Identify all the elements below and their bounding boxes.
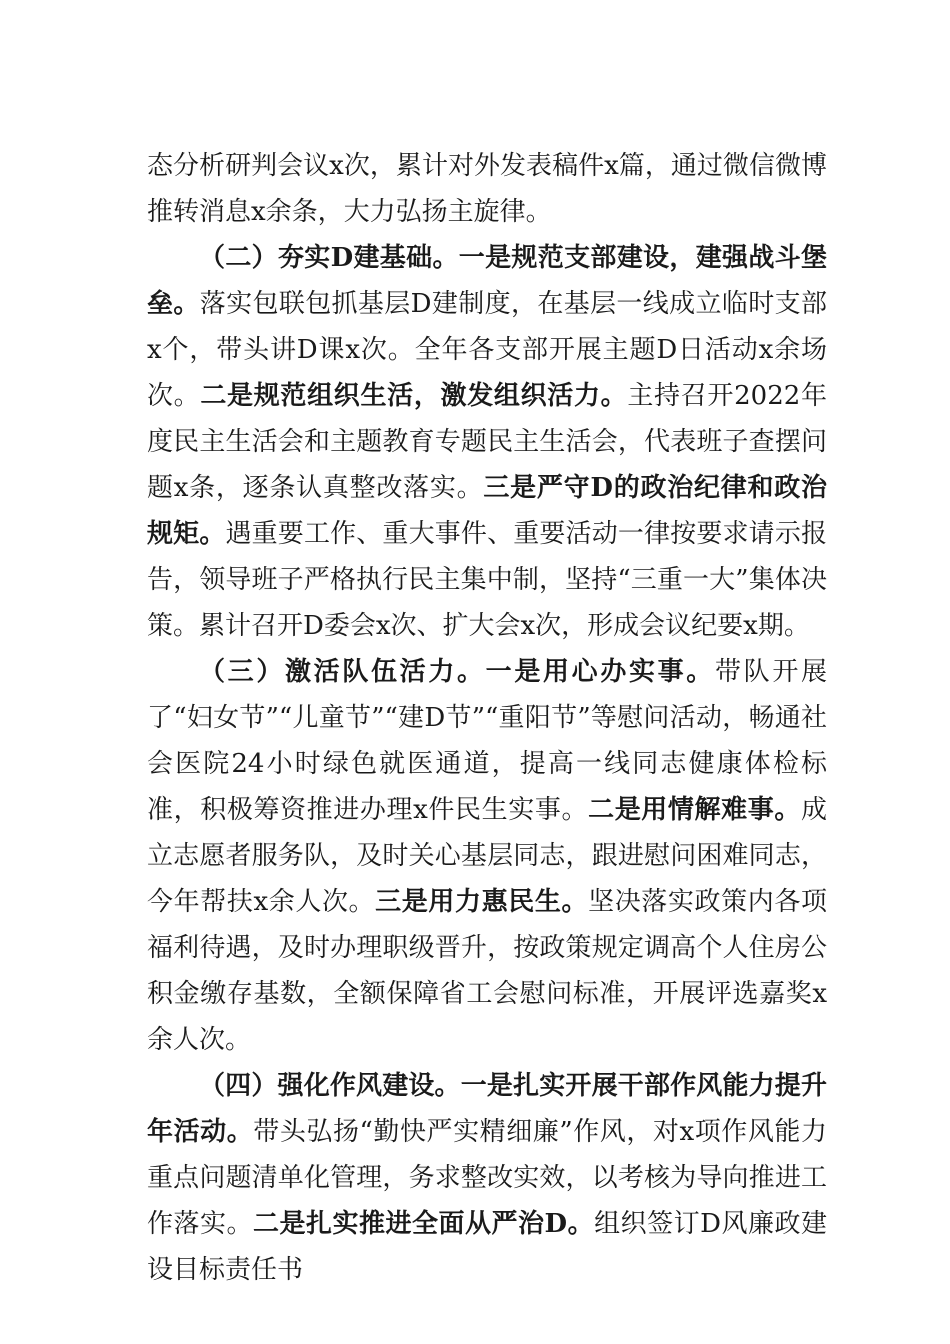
paragraph-section-3 — [147, 649, 827, 1063]
subheading: 三是用力惠民生。 — [375, 887, 589, 917]
paragraph-text: 带队开展了“妇女节”“儿童节”“建D节”“重阳节”等慰问活动，畅通社会医院24小时绿色就医通道，提高一线同志健康体检标准，积极筹资推进办理x件民生实事。 — [147, 657, 827, 825]
paragraph-text: 落实包联包抓基层D建制度，在基层一线成立临时支部x个，带头讲D课x次。全年各支部开展主题D日活动x余场次。 — [147, 289, 827, 411]
paragraph-section-4 — [147, 1063, 827, 1293]
paragraph-text: 带头弘扬“勤快严实精细廉”作风，对x项作风能力重点问题清单化管理，务求整改实效，以考核为导向推进工作落实。 — [147, 1117, 827, 1239]
subheading: 二是扎实推进全面从严治D。 — [253, 1209, 595, 1239]
section-heading: （三）激活队伍活力。一是用心办实事。 — [199, 657, 715, 687]
section-heading: （四）强化作风建设。一是扎实开展干部作风能力提升年活动。 — [147, 1071, 827, 1147]
paragraph-text: 遇重要工作、重大事件、重要活动一律按要求请示报告，领导班子严格执行民主集中制，坚持“三重一大”集体决策。累计召开D委会x次、扩大会x次，形成会议纪要x期。 — [147, 519, 827, 641]
paragraph-section-2 — [147, 235, 827, 649]
paragraph-text: 成立志愿者服务队，及时关心基层同志，跟进慰问困难同志，今年帮扶x余人次。 — [147, 795, 827, 917]
subheading: 二是规范组织生活，激发组织活力。 — [200, 381, 628, 411]
subheading: 三是严守D的政治纪律和政治规矩。 — [147, 473, 827, 549]
paragraph-text: 组织签订D风廉政建设目标责任书 — [147, 1209, 827, 1285]
subheading: 二是用情解难事。 — [588, 795, 801, 825]
paragraph-text: 态分析研判会议x次，累计对外发表稿件x篇，通过微信微博推转消息x余条，大力弘扬主旋律。 — [147, 151, 827, 227]
section-heading: （二）夯实D建基础。一是规范支部建设，建强战斗堡垒。 — [147, 243, 827, 319]
paragraph-text: 坚决落实政策内各项福利待遇，及时办理职级晋升，按政策规定调高个人住房公积金缴存基数，全额保障省工会慰问标准，开展评选嘉奖x余人次。 — [147, 887, 827, 1055]
document-body — [147, 143, 827, 1293]
paragraph-intro — [147, 143, 827, 235]
paragraph-text: 主持召开2022年度民主生活会和主题教育专题民主生活会，代表班子查摆问题x条，逐条认真整改落实。 — [147, 381, 827, 503]
